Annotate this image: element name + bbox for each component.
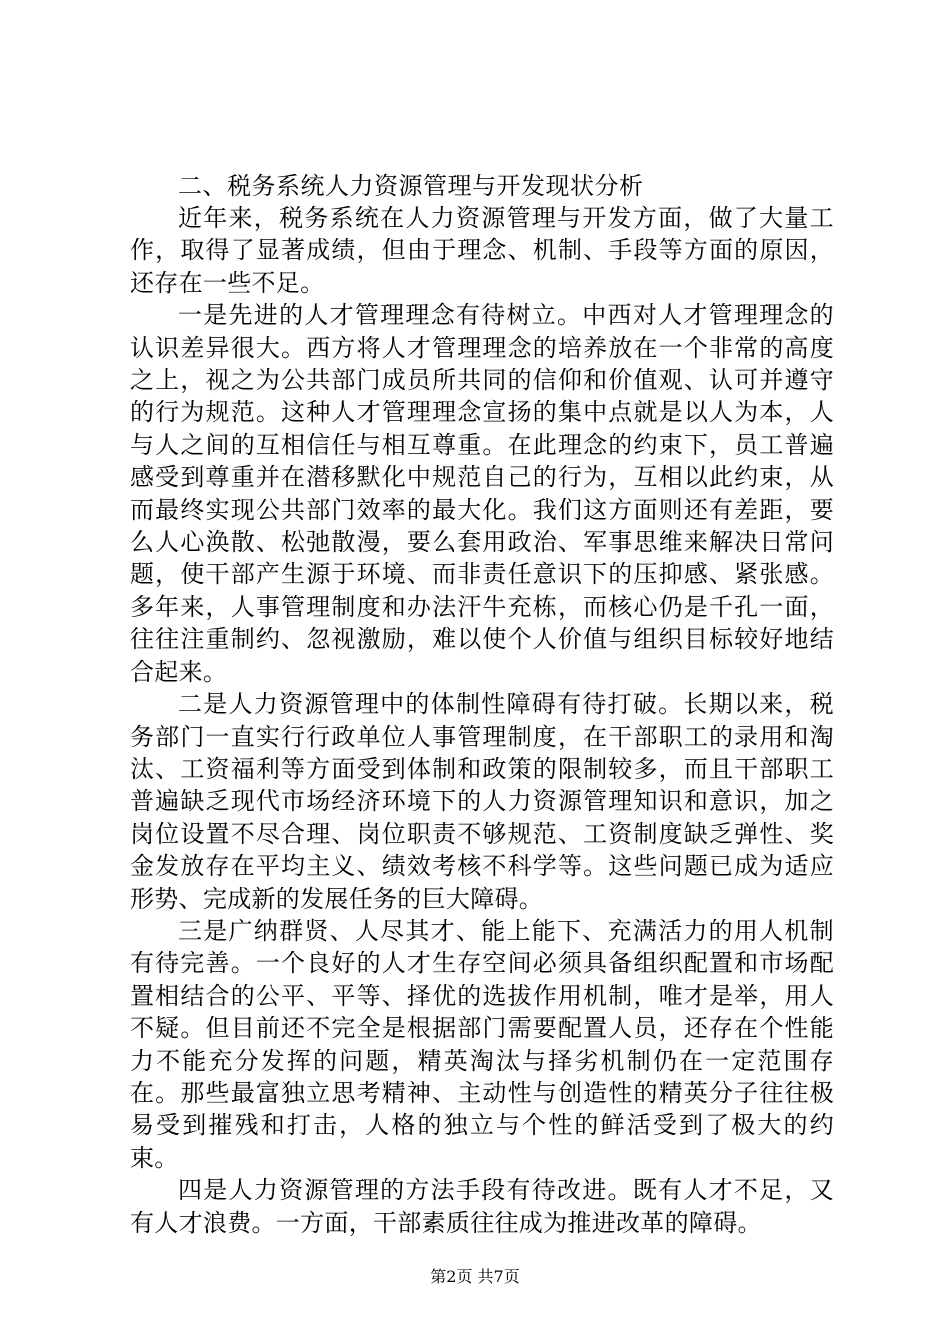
paragraph-point-two: 二是人力资源管理中的体制性障碍有待打破。长期以来，税务部门一直实行行政单位人事管理制度，在干部职工的录用和淘汰、工资福利等方面受到体制和政策的限制较多，而且干部职工普遍缺乏现代市场经济环境下的人力资源管理知识和意识，加之岗位设置不尽合理、岗位职责不够规范、工资制度缺乏弹性、奖金发放存在平均主义、绩效考核不科学等。这些问题已成为适应形势、完成新的发展任务的巨大障碍。 bbox=[130, 690, 834, 913]
section-heading: 二、税务系统人力资源管理与开发现状分析 bbox=[178, 172, 644, 200]
paragraph-point-three: 三是广纳群贤、人尽其才、能上能下、充满活力的用人机制有待完善。一个良好的人才生存空间必须具备组织配置和市场配置相结合的公平、平等、择优的选拔作用机制，唯才是举，用人不疑。但目前还不完全是根据部门需要配置人员，还存在个性能力不能充分发挥的问题，精英淘汰与择劣机制仍在一定范围存在。那些最富独立思考精神、主动性与创造性的精英分子往往极易受到摧残和打击，人格的独立与个性的鲜活受到了极大的约束。 bbox=[130, 916, 834, 1172]
paragraph-intro: 近年来，税务系统在人力资源管理与开发方面，做了大量工作，取得了显著成绩，但由于理念、机制、手段等方面的原因，还存在一些不足。 bbox=[130, 204, 834, 297]
document-body bbox=[130, 170, 834, 1239]
page-number-footer: 第2页 共7页 bbox=[430, 1267, 520, 1286]
paragraph-point-one: 一是先进的人才管理理念有待树立。中西对人才管理理念的认识差异很大。西方将人才管理理念的培养放在一个非常的高度之上，视之为公共部门成员所共同的信仰和价值观、认可并遵守的行为规范。这种人才管理理念宣扬的集中点就是以人为本，人与人之间的互相信任与相互尊重。在此理念的约束下，员工普遍感受到尊重并在潜移默化中规范自己的行为，互相以此约束，从而最终实现公共部门效率的最大化。我们这方面则还有差距，要么人心涣散、松弛散漫，要么套用政治、军事思维来解决日常问题，使干部产生源于环境、而非责任意识下的压抑感、紧张感。多年来，人事管理制度和办法汗牛充栋，而核心仍是千孔一面，往往注重制约、忽视激励，难以使个人价值与组织目标较好地结合起来。 bbox=[130, 301, 834, 686]
paragraph-point-four: 四是人力资源管理的方法手段有待改进。既有人才不足，又有人才浪费。一方面，干部素质往往成为推进改革的障碍。 bbox=[130, 1176, 834, 1237]
